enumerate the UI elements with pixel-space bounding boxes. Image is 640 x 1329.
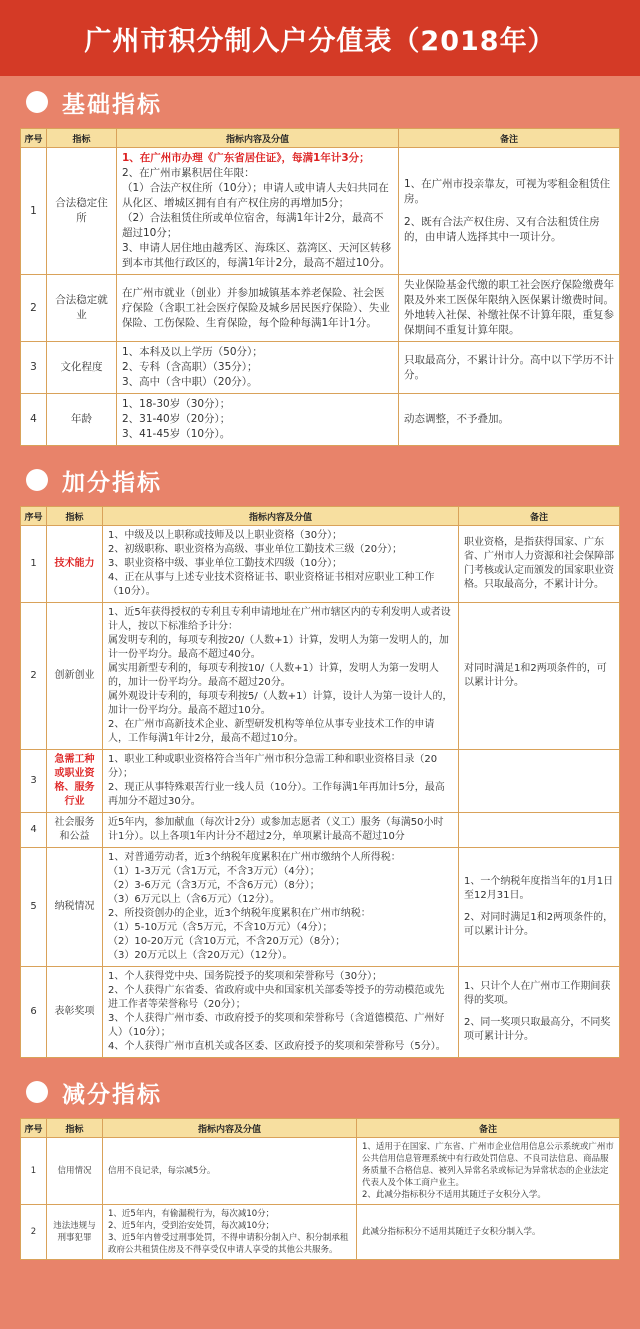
row-note xyxy=(459,967,620,1058)
row-no: 6 xyxy=(21,967,47,1058)
note-line: 动态调整，不予叠加。 xyxy=(404,413,509,425)
table-row xyxy=(21,603,620,750)
row-note xyxy=(399,148,620,275)
row-no: 3 xyxy=(21,750,47,813)
basic-section-header xyxy=(20,76,620,128)
content-line: 3、高中（含中职）（20分）。 xyxy=(122,376,258,388)
content-line: 2、专科（含高职）（35分）； xyxy=(122,361,258,373)
content-line: （2）合法租赁住所或单位宿舍，每满1年计2分，最高不超过10分； xyxy=(122,212,384,239)
table-row xyxy=(21,848,620,967)
content-line: 1、近5年内，有偷漏税行为，每次减10分； xyxy=(108,1209,275,1219)
content-line: （3）6万元以上（含6万元）（12分）。 xyxy=(108,894,280,905)
table-row xyxy=(21,813,620,848)
content-line: 2、在广州市高新技术企业、新型研发机构等单位从事专业技术工作的申请人，工作每满1年计2分，最高不超过10分。 xyxy=(108,719,435,744)
row-indicator: 纳税情况 xyxy=(47,848,103,967)
basic-section xyxy=(20,76,620,446)
deduct-section xyxy=(20,1066,620,1260)
row-indicator: 技术能力 xyxy=(47,526,103,603)
page-title: 广州市积分制入户分值表（2018年） xyxy=(0,0,640,76)
table-row xyxy=(21,967,620,1058)
content-line: 2、所投资创办的企业，近3个纳税年度累积在广州市纳税： xyxy=(108,908,371,919)
content-line: （3）20万元以上（含20万元）（12分）。 xyxy=(108,950,293,961)
header-no: 序号 xyxy=(21,129,47,148)
row-no: 5 xyxy=(21,848,47,967)
row-no: 2 xyxy=(21,603,47,750)
content-line: 信用不良记录，每宗减5分。 xyxy=(108,1166,216,1176)
deduct-section-title: 减分指标 xyxy=(62,1081,162,1108)
table-row xyxy=(21,1138,620,1205)
content-line: 1、18-30岁（30分）； xyxy=(122,398,231,410)
content-line: （2）3-6万元（含3万元，不含6万元）（8分）； xyxy=(108,880,320,891)
bonus-section xyxy=(20,454,620,1058)
row-content xyxy=(117,394,399,446)
note-line: 此减分指标积分不适用其随迁子女积分制入学。 xyxy=(362,1227,541,1237)
table-row xyxy=(21,750,620,813)
header-note: 备注 xyxy=(459,507,620,526)
row-content xyxy=(117,148,399,275)
row-note xyxy=(459,526,620,603)
bonus-table xyxy=(20,506,620,1058)
header-no: 序号 xyxy=(21,1119,47,1138)
row-note xyxy=(459,603,620,750)
content-line: 1、近5年获得授权的专利且专利申请地址在广州市辖区内的专利发明人或者设计人，按以下标准给予计分： xyxy=(108,607,451,632)
header-note: 备注 xyxy=(399,129,620,148)
row-content xyxy=(103,526,459,603)
content-line: 3、职业资格中级、事业单位工勤技术四级（10分）； xyxy=(108,558,343,569)
content-line: 1、本科及以上学历（50分）； xyxy=(122,346,263,358)
bonus-section-title: 加分指标 xyxy=(62,469,162,496)
content-line: 近5年内，参加献血（每次计2分）或参加志愿者（义工）服务（每满50小时计1分）。以上各项1年内计分不超过2分，单项累计最高不超过10分 xyxy=(108,817,444,842)
table-row xyxy=(21,148,620,275)
content-line: 1、中级及以上职称或技师及以上职业资格（30分）； xyxy=(108,530,343,541)
row-note xyxy=(459,813,620,848)
basic-section-title: 基础指标 xyxy=(62,91,162,118)
content-line: 2、个人获得广东省委、省政府或中央和国家机关部委等授予的劳动模范或先进工作者等荣誉称号（20分）； xyxy=(108,985,445,1010)
row-no: 2 xyxy=(21,1205,47,1260)
row-note xyxy=(399,394,620,446)
content-line: 2、现正从事特殊艰苦行业一线人员（10分）。工作每满1年再加计5分，最高再加分不超过30分。 xyxy=(108,782,445,807)
content-line: 2、在广州市累积居住年限： xyxy=(122,167,255,179)
content-line: 3、近5年内曾受过刑事处罚，不得申请积分制入户、积分制承租政府公共租赁住房及不得享受仅申请人享受的其他公共服务。 xyxy=(108,1233,349,1255)
row-no: 4 xyxy=(21,394,47,446)
note-line: 只取最高分，不累计计分。高中以下学历不计分。 xyxy=(404,353,614,381)
row-note xyxy=(459,750,620,813)
content-line: 2、初级职称、职业资格为高级、事业单位工勤技术三级（20分）； xyxy=(108,544,403,555)
row-indicator: 合法稳定住所 xyxy=(47,148,117,275)
content-line: 4、正在从事与上述专业技术资格证书、职业资格证书相对应职业工种工作（10分）。 xyxy=(108,572,435,597)
header-content: 指标内容及分值 xyxy=(117,129,399,148)
table-row xyxy=(21,1205,620,1260)
note-line: 1、一个纳税年度指当年的1月1日至12月31日。 xyxy=(464,876,614,901)
row-indicator: 合法稳定就业 xyxy=(47,275,117,342)
header-content: 指标内容及分值 xyxy=(103,507,459,526)
content-line: 1、职业工种或职业资格符合当年广州市积分急需工种和职业资格目录（20分）； xyxy=(108,754,438,779)
table-header-row xyxy=(21,1119,620,1138)
row-content xyxy=(103,967,459,1058)
row-no: 3 xyxy=(21,342,47,394)
content-line: （1）合法产权住所（10分）；申请人或申请人夫妇共同在从化区、增城区拥有自有产权住房的再增加5分； xyxy=(122,182,389,209)
row-note xyxy=(459,848,620,967)
row-content xyxy=(103,750,459,813)
note-line: 2、此减分指标积分不适用其随迁子女积分入学。 xyxy=(362,1190,546,1200)
row-no: 4 xyxy=(21,813,47,848)
table-header-row xyxy=(21,129,620,148)
bullet-dot-icon xyxy=(26,469,48,491)
row-note xyxy=(399,342,620,394)
row-content xyxy=(103,603,459,750)
row-content xyxy=(103,848,459,967)
row-no: 1 xyxy=(21,1138,47,1205)
row-note xyxy=(399,275,620,342)
row-note xyxy=(357,1138,620,1205)
row-indicator: 信用情况 xyxy=(47,1138,103,1205)
row-no: 2 xyxy=(21,275,47,342)
deduct-table xyxy=(20,1118,620,1260)
row-content xyxy=(103,1138,357,1205)
table-header-row xyxy=(21,507,620,526)
row-content xyxy=(103,1205,357,1260)
note-line: 1、只计个人在广州市工作期间获得的奖项。 xyxy=(464,981,611,1006)
row-no: 1 xyxy=(21,148,47,275)
note-line: 对同时满足1和2两项条件的，可以累计计分。 xyxy=(464,663,607,688)
content-line: 4、个人获得广州市直机关或各区委、区政府授予的奖项和荣誉称号（5分）。 xyxy=(108,1041,446,1052)
row-indicator: 社会服务和公益 xyxy=(47,813,103,848)
bonus-section-header xyxy=(20,454,620,506)
note-line: 2、同一奖项只取最高分，不同奖项可累计计分。 xyxy=(464,1017,611,1042)
content-line: 1、对普通劳动者，近3个纳税年度累积在广州市缴纳个人所得税： xyxy=(108,852,401,863)
table-row xyxy=(21,342,620,394)
row-content xyxy=(103,813,459,848)
content-line: 2、31-40岁（20分）； xyxy=(122,413,231,425)
bullet-dot-icon xyxy=(26,1081,48,1103)
note-line: 1、适用于在国家、广东省、广州市企业信用信息公示系统或广州市公共信用信息管理系统中有行政处罚信息、不良司法信息、商品服务质量不合格信息、被列入异常名录或标记为异常状态的企业法定代表人及个体工商户业主。 xyxy=(362,1142,614,1188)
content-line: 3、申请人居住地由越秀区、海珠区、荔湾区、天河区转移到本市其他行政区的，每满1年计2分，最高不超过10分。 xyxy=(122,242,392,269)
content-line: 在广州市就业（创业）并参加城镇基本养老保险、社会医疗保险（含职工社会医疗保险及城乡居民医疗保险）、失业保险、工伤保险、生育保险，每个险种每满1年计1分。 xyxy=(122,286,390,329)
bullet-dot-icon xyxy=(26,91,48,113)
basic-table xyxy=(20,128,620,446)
header-no: 序号 xyxy=(21,507,47,526)
content-line: 1、个人获得党中央、国务院授予的奖项和荣誉称号（30分）； xyxy=(108,971,383,982)
content-line: （2）10-20万元（含10万元，不含20万元）（8分）； xyxy=(108,936,346,947)
header-content: 指标内容及分值 xyxy=(103,1119,357,1138)
table-row xyxy=(21,275,620,342)
table-row xyxy=(21,526,620,603)
row-no: 1 xyxy=(21,526,47,603)
row-indicator: 文化程度 xyxy=(47,342,117,394)
row-indicator: 年龄 xyxy=(47,394,117,446)
table-row xyxy=(21,394,620,446)
note-line: 2、对同时满足1和2两项条件的，可以累计计分。 xyxy=(464,912,614,937)
row-content xyxy=(117,275,399,342)
content-line: （1）5-10万元（含5万元，不含10万元）（4分）； xyxy=(108,922,333,933)
row-indicator: 急需工种或职业资格、服务行业 xyxy=(47,750,103,813)
row-indicator: 创新创业 xyxy=(47,603,103,750)
header-indicator: 指标 xyxy=(47,1119,103,1138)
content-line: 1、在广州市办理《广东省居住证》，每满1年计3分； xyxy=(122,152,370,164)
content-line: 属实用新型专利的，每项专利按10/（人数+1）计算，发明人为第一发明人的，加计一份平均分。最高不超过20分。 xyxy=(108,663,439,688)
content-line: 2、近5年内，受到治安处罚，每次减10分； xyxy=(108,1221,275,1231)
note-line: 2、既有合法产权住房、又有合法租赁住房的，由申请人选择其中一项计分。 xyxy=(404,216,600,243)
header-indicator: 指标 xyxy=(47,129,117,148)
content-line: 3、41-45岁（10分）。 xyxy=(122,428,231,440)
deduct-section-header xyxy=(20,1066,620,1118)
content-line: 3、个人获得广州市委、市政府授予的奖项和荣誉称号（含道德模范、广州好人）（10分）； xyxy=(108,1013,445,1038)
row-note xyxy=(357,1205,620,1260)
row-content xyxy=(117,342,399,394)
row-indicator: 违法违规与刑事犯罪 xyxy=(47,1205,103,1260)
content-line: 属发明专利的，每项专利按20/（人数+1）计算，发明人为第一发明人的，加计一份平均分。最高不超过40分。 xyxy=(108,635,449,660)
note-line: 职业资格，是指获得国家、广东省、广州市人力资源和社会保障部门考核或认定而颁发的国家职业资格。只取最高分，不累计计分。 xyxy=(464,537,614,590)
header-indicator: 指标 xyxy=(47,507,103,526)
row-indicator: 表彰奖项 xyxy=(47,967,103,1058)
content-line: 属外观设计专利的，每项专利按5/（人数+1）计算，设计人为第一设计人的，加计一份平均分。最高不超过10分。 xyxy=(108,691,453,716)
content-line: （1）1-3万元（含1万元，不含3万元）（4分）； xyxy=(108,866,320,877)
note-line: 1、在广州市投亲靠友，可视为零租金租赁住房。 xyxy=(404,178,611,205)
note-line: 失业保险基金代缴的职工社会医疗保险缴费年限及外来工医保年限纳入医保累计缴费时间。外地转入社保、补缴社保不计算年限，重复参保期间不重复计算年限。 xyxy=(404,279,614,336)
header-note: 备注 xyxy=(357,1119,620,1138)
